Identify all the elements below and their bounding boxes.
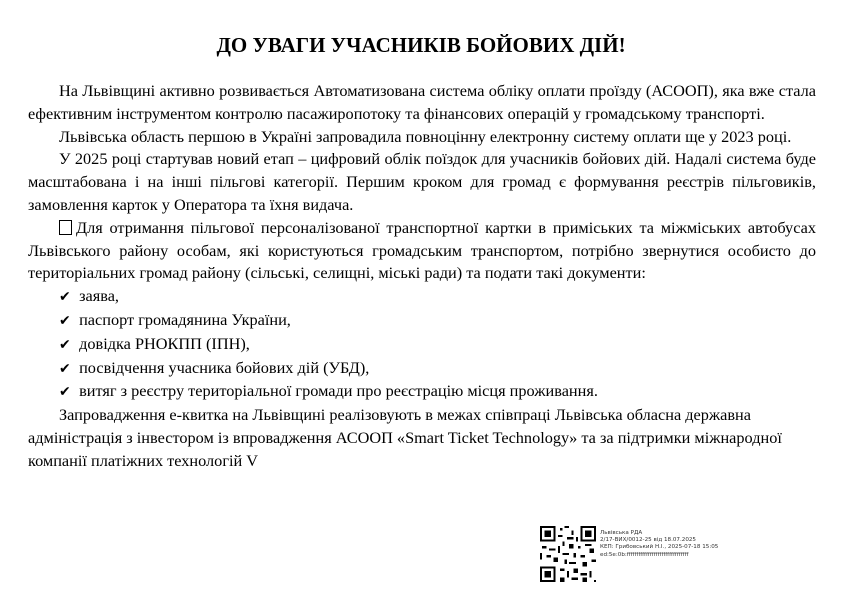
paragraph-instruction	[28, 217, 816, 285]
list-item-text: паспорт громадянина України,	[79, 309, 291, 329]
page-title: ДО УВАГИ УЧАСНИКІВ БОЙОВИХ ДІЙ!	[216, 33, 626, 57]
box-icon	[59, 220, 72, 235]
paragraph-asoop: На Львівщині активно розвивається Автоматизована система обліку оплати проїзду (АСООП), яка вже стала ефективним інструментом контролю пасажиропотоку та фінансових операцій у громадському транспорті.	[28, 81, 816, 123]
list-item-text: довідка РНОКПП (ІПН),	[79, 333, 250, 353]
list-item	[28, 309, 816, 333]
check-icon: ✔	[59, 336, 71, 353]
list-item	[28, 380, 816, 404]
check-icon: ✔	[59, 289, 71, 306]
instruction-text: Для отримання пільгової персоналізованої транспортної картки в приміських та міжміських автобусах Львівського району особам, які користуються громадським транспортом, потрібно звернутися особисто до територіальних громад району (сільські, селищні, міські ради) та подати такі документи:	[28, 217, 816, 283]
stamp-line: ed:5e:0b:ffffffffffffffffffffffffffffffff	[600, 551, 689, 558]
signature-stamp	[540, 526, 770, 584]
paragraph-closing: Запровадження е-квитка на Львівщині реалізовують в межах співпраці Львівська обласна державна адміністрація з інвестором із впровадження АСООП «Smart Ticket Technology» та за підтримки міжнародної компанії платіжних технологій V	[28, 405, 782, 470]
check-icon: ✔	[59, 384, 71, 401]
list-item	[28, 285, 816, 309]
stamp-line: Львівська РДА	[600, 530, 643, 536]
list-item	[28, 333, 816, 357]
check-icon: ✔	[59, 312, 71, 329]
paragraph-new-stage: У 2025 році стартував новий етап – цифровий облік поїздок для учасників бойових дій. Надалі система буде масштабована і на інші пільгові категорії. Першим кроком для громад є формування реєстрів пільговиків, замовлення карток у Оператора та їхня видача.	[28, 149, 816, 214]
stamp-line: 2/17-ВИХ/0012-25 від 18.07.2025	[600, 537, 696, 544]
stamp-text	[600, 530, 770, 559]
documents-list	[28, 285, 816, 404]
document-body	[28, 80, 816, 473]
list-item-text: витяг з реєстру територіальної громади про реєстрацію місця проживання.	[79, 381, 598, 401]
paragraph-first-region: Львівська область першою в Україні запровадила повноцінну електронну систему оплати ще у 2023 році.	[59, 126, 792, 146]
list-item-text: заява,	[79, 286, 119, 306]
list-item	[28, 357, 816, 381]
qr-code-icon	[540, 526, 596, 582]
check-icon: ✔	[59, 360, 71, 377]
stamp-line: КЕП: Грибовський Н.І., 2025-07-18 15:05	[600, 544, 719, 551]
list-item-text: посвідчення учасника бойових дій (УБД),	[79, 357, 370, 377]
